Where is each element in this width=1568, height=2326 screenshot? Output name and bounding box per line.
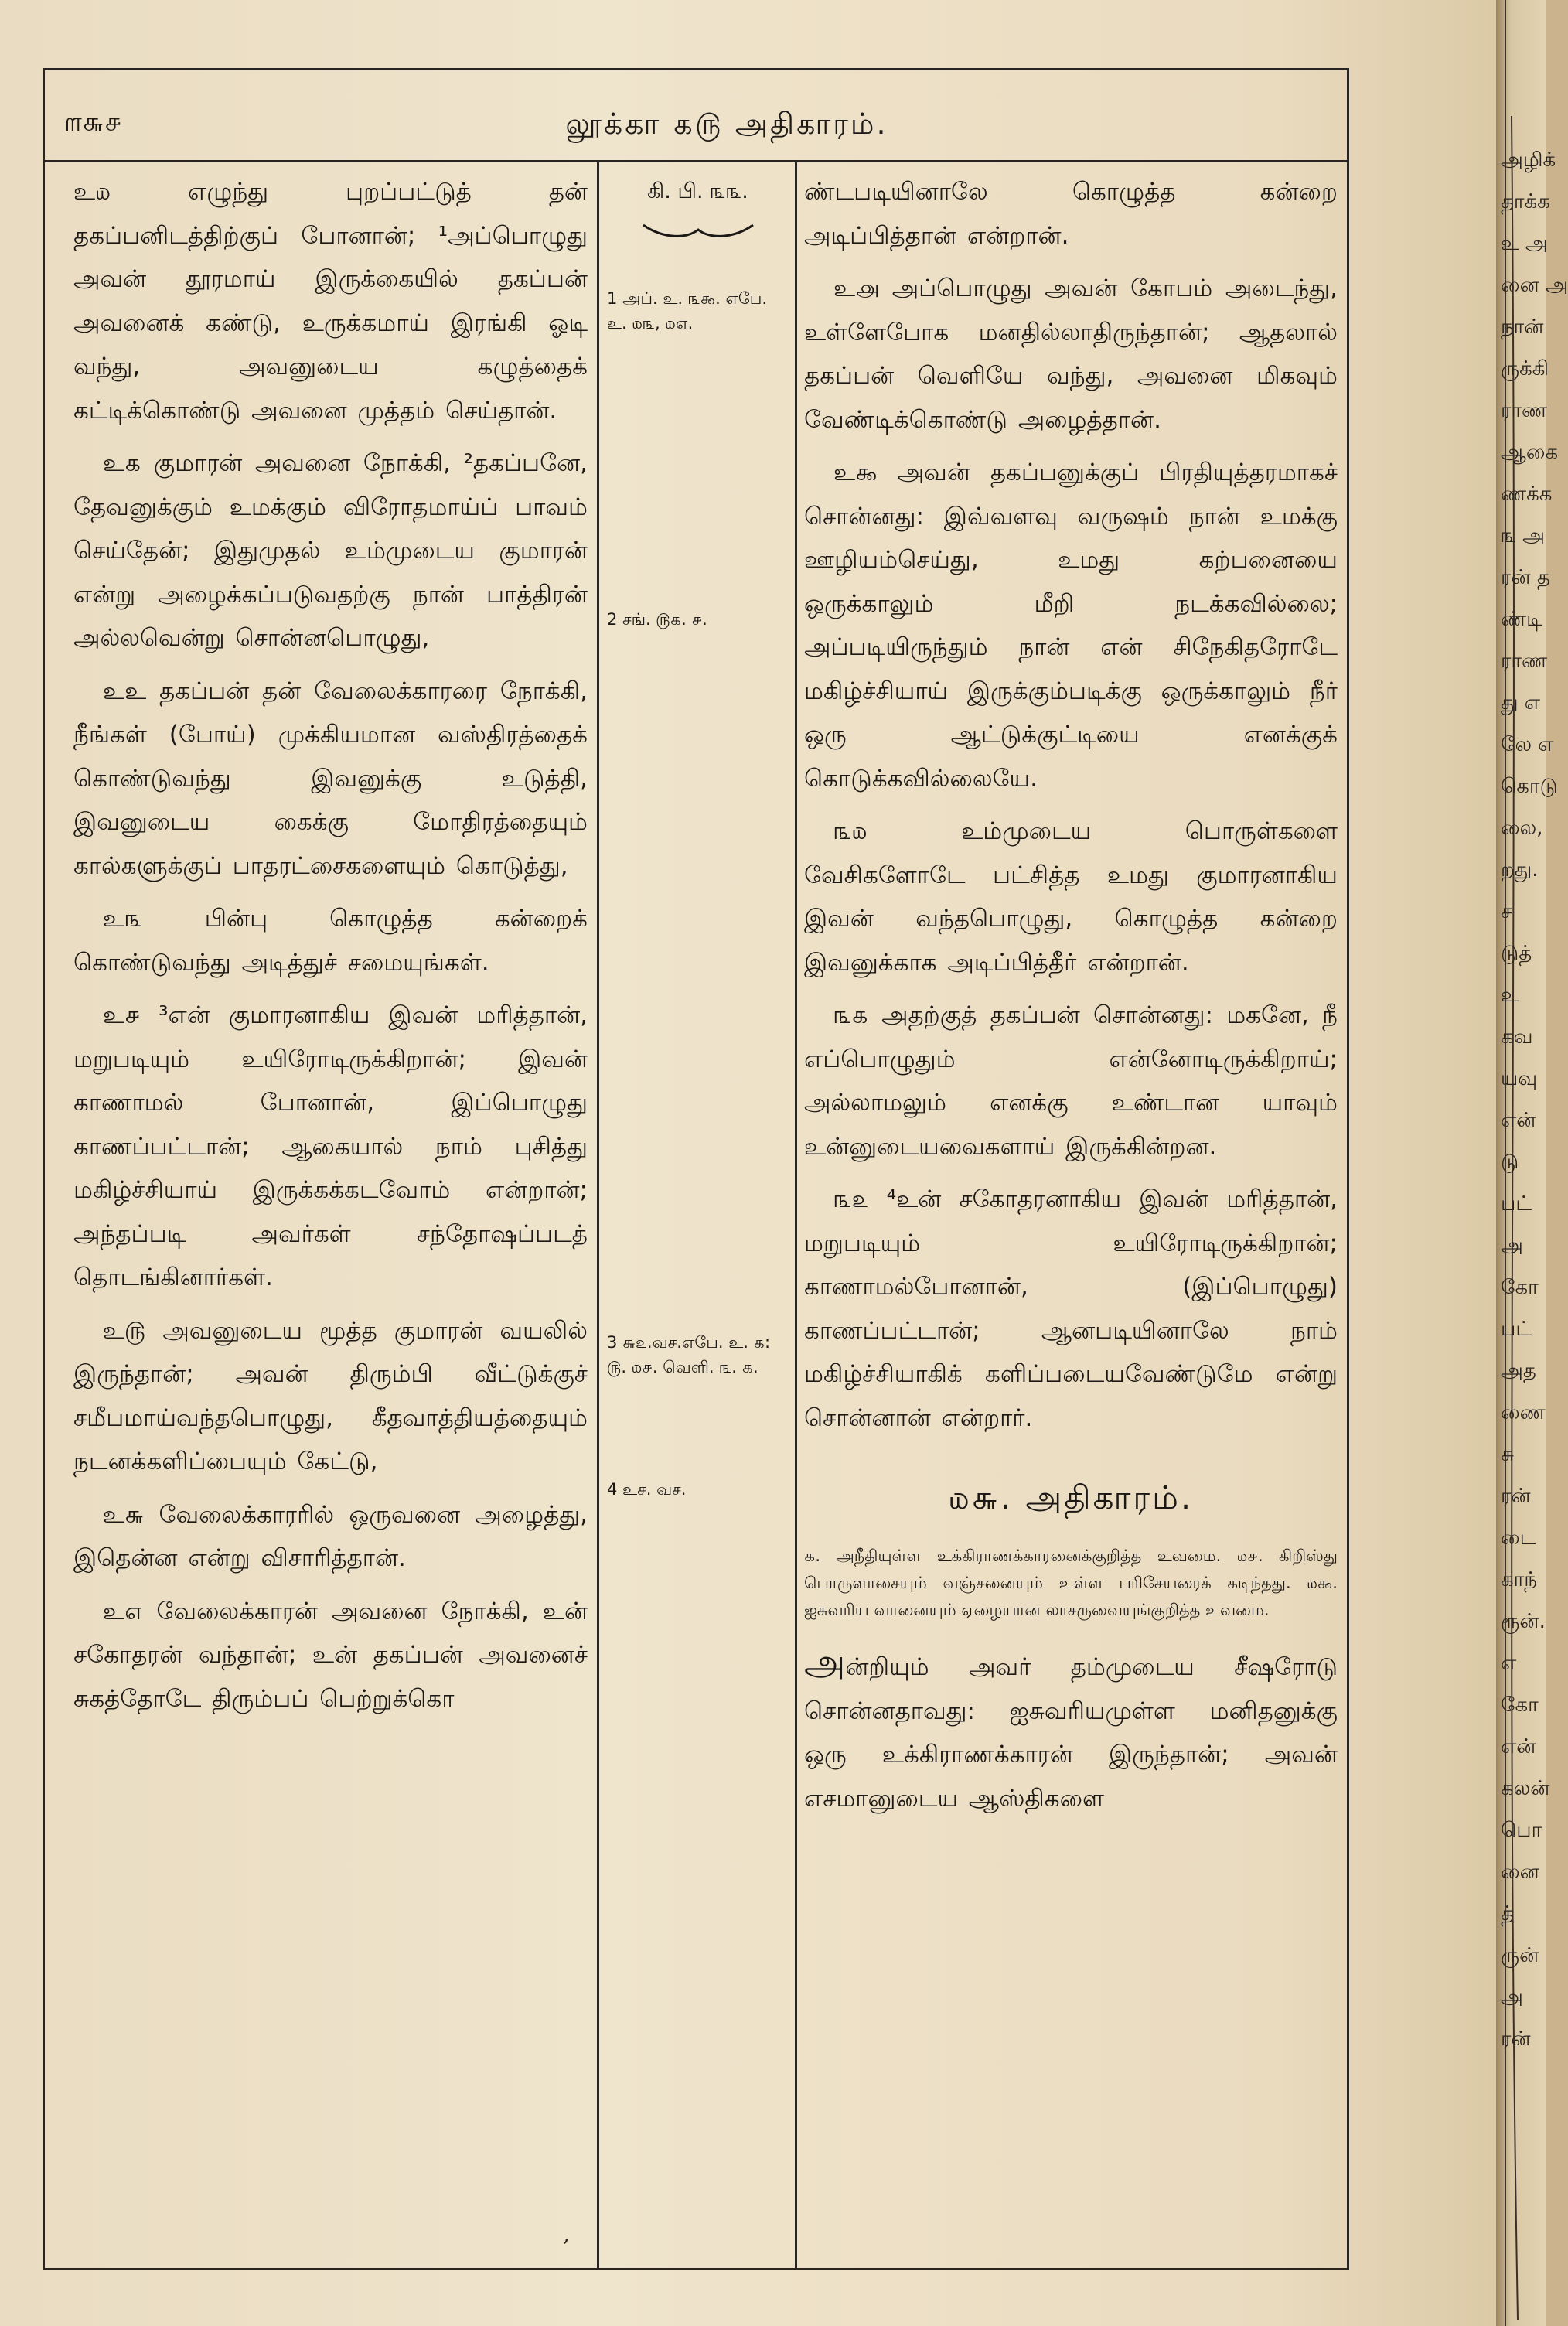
chapter-opening-paragraph: அன்றியும் அவர் தம்முடைய சீஷரோடு சொன்னதாவது: ஐசுவரியமுள்ள மனிதனுக்கு ஒரு உக்கிராணக்காரன் இருந்தான்; அவன் எசமானுடைய ஆஸ்திகளை — [804, 1641, 1338, 1813]
verse-paragraph: உ௩ பின்பு கொழுத்த கன்றைக் கொண்டுவந்து அடித்துச் சமையுங்கள். — [73, 905, 588, 977]
header-title: லூக்கா ௧௫ அதிகாரம். — [565, 107, 888, 141]
adjacent-page-text — [1501, 139, 1568, 2060]
printer-mark: ‚ — [563, 2221, 570, 2246]
adjacent-page-fragment: ரன் த — [1501, 566, 1550, 589]
verse-paragraph: உ௫ அவனுடைய மூத்த குமாரன் வயலில் இருந்தான்; அவன் திரும்பி வீட்டுக்குச் சமீபமாய்வந்தபொழுது, கீதவாத்தியத்தையும் நடனக்களிப்பையும் கேட்டு, — [73, 1316, 588, 1475]
adjacent-page-fragment: அழிக் — [1501, 148, 1556, 172]
adjacent-page-fragment: ரூன். — [1501, 1610, 1546, 1633]
verse-paragraph: உ௭ வேலைக்காரன் அவனை நோக்கி, உன் சகோதரன் வந்தான்; உன் தகப்பன் அவனைச் சுகத்தோடே திரும்பப் பெற்றுக்கொ — [73, 1597, 588, 1713]
adjacent-page-fragment: எ — [1501, 1652, 1517, 1675]
chapter-summary: ௧. அநீதியுள்ள உக்கிராணக்காரனைக்குறித்த உவமை. ௰௪. கிறிஸ்து பொருளாசையும் வஞ்சனையும் உள்ள பரிசேயரைக் கடிந்தது. ௰௯. ஐசுவரிய வானையும் ஏழையான லாசருவையுங்குறித்த உவமை. — [804, 1547, 1338, 1619]
adjacent-page-fragment: காந் — [1501, 1568, 1537, 1591]
verse-paragraph: உ௬ வேலைக்காரரில் ஒருவனை அழைத்து, இதென்ன என்று விசாரித்தான். — [73, 1500, 588, 1572]
adjacent-page-fragment: என் — [1501, 1735, 1536, 1758]
adjacent-page-fragment: தாக்க — [1501, 190, 1550, 213]
right-text-column — [804, 170, 1338, 1830]
adjacent-page-fragment: உ — [1501, 984, 1519, 1007]
page-number: ௱௬௪ — [64, 107, 123, 138]
adjacent-page-fragment: அ — [1501, 1234, 1523, 1257]
adjacent-page-fragment: என் — [1501, 1109, 1536, 1132]
adjacent-page-fragment: கோ — [1501, 1693, 1539, 1717]
adjacent-page-fragment: னை — [1501, 1860, 1539, 1884]
adjacent-page-fragment: ராண — [1501, 650, 1548, 673]
adjacent-page-fragment: றது. — [1501, 858, 1539, 882]
adjacent-page-fragment: ரன் — [1501, 2028, 1531, 2051]
adjacent-page-fragment: கொடு — [1501, 775, 1558, 798]
adjacent-page-fragment: பட் — [1501, 1192, 1532, 1216]
adjacent-page-fragment: ராண — [1501, 399, 1548, 422]
cross-reference: 2 சங். ௫௧. ௪. — [607, 610, 707, 629]
verse-paragraph: உ௪ ³என் குமாரனாகிய இவன் மரித்தான், மறுபடியும் உயிரோடிருக்கிறான்; இவன் காணாமல் போனான், இப்பொழுது காணப்பட்டான்; ஆகையால் நாம் புசித்து மகிழ்ச்சியாய் இருக்கக்கடவோம் என்றான்; அந்தப்படி அவர்கள் சந்தோஷப்படத் தொடங்கினார்கள். — [73, 1001, 588, 1291]
reference-column-heading: கி. பி. ௩௩. — [647, 179, 748, 203]
verse-paragraph: உ௰ எழுந்து புறப்பட்டுத் தன் தகப்பனிடத்திற்குப் போனான்; ¹அப்பொழுது அவன் தூரமாய் இருக்கையில் தகப்பன் அவனைக் கண்டு, உருக்கமாய் இரங்கி ஓடி வந்து, அவனுடைய கழுத்தைக் கட்டிக்கொண்டு அவனை முத்தம் செய்தான். — [73, 178, 588, 425]
cross-reference: 1 அப். உ. ௩௯. எபே. உ. ௰௩, ௰௭. — [607, 289, 768, 333]
adjacent-page-fragment: ண்டி — [1501, 608, 1542, 631]
verse-paragraph: உ௮ அப்பொழுது அவன் கோபம் அடைந்து, உள்ளேபோக மனதில்லாதிருந்தான்; ஆதலால் தகப்பன் வெளியே வந்து, அவனை மிகவும் வேண்டிக்கொண்டு அழைத்தான். — [804, 275, 1338, 434]
verse-paragraph: ௩௧ அதற்குத் தகப்பன் சொன்னது: மகனே, நீ எப்பொழுதும் என்னோடிருக்கிறாய்; அல்லாமலும் எனக்கு உண்டான யாவும் உன்னுடையவைகளாய் இருக்கின்றன. — [804, 1001, 1338, 1161]
cross-reference: 3 ௬௨.வச.எபே. உ. ௧: ௫. ௰௪. வெளி. ௩. ௧. — [607, 1333, 771, 1376]
verse-paragraph: உ௧ குமாரன் அவனை நோக்கி, ²தகப்பனே, தேவனுக்கும் உமக்கும் விரோதமாய்ப் பாவம் செய்தேன்; இதுமுதல் உம்முடைய குமாரன் என்று அழைக்கப்படுவதற்கு நான் பாத்திரன் அல்லவென்று சொன்னபொழுது, — [73, 449, 588, 652]
adjacent-page-fragment: த் — [1501, 1902, 1514, 1925]
column-divider-left — [597, 162, 599, 2270]
adjacent-page-fragment: ௩ அ — [1501, 524, 1545, 547]
adjacent-page-fragment: டை — [1501, 1526, 1536, 1550]
adjacent-page-fragment: அ — [1501, 1986, 1523, 2009]
adjacent-page-edge — [1496, 0, 1568, 2326]
chapter-heading: ௰௬. அதிகாரம். — [948, 1478, 1194, 1516]
adjacent-page-fragment: லை, — [1501, 817, 1543, 840]
adjacent-page-fragment: ஆகை — [1501, 441, 1559, 464]
verse-paragraph: உஉ தகப்பன் தன் வேலைக்காரரை நோக்கி, நீங்கள் (போய்) முக்கியமான வஸ்திரத்தைக் கொண்டுவந்து இவனுக்கு உடுத்தி, இவனுடைய கைக்கு மோதிரத்தையும் கால்களுக்குப் பாதரட்சைகளையும் கொடுத்து, — [73, 677, 588, 880]
running-header — [43, 93, 1349, 162]
adjacent-page-fragment: ச — [1501, 900, 1512, 923]
adjacent-page-fragment: சு — [1501, 1443, 1514, 1466]
adjacent-page-fragment: ணை — [1501, 1401, 1546, 1424]
adjacent-page-fragment: ருக்கி — [1501, 357, 1549, 380]
column-divider-right — [795, 162, 797, 2270]
adjacent-page-fragment: து எ — [1501, 691, 1541, 715]
adjacent-page-fragment: நான் — [1501, 315, 1544, 339]
adjacent-page-fragment: கோ — [1501, 1276, 1539, 1299]
adjacent-page-fragment: யவு — [1501, 1067, 1538, 1090]
adjacent-page-fragment: ணக்க — [1501, 483, 1553, 506]
adjacent-page-fragment: அத — [1501, 1359, 1536, 1383]
adjacent-page-fragment: ரன் — [1501, 1485, 1531, 1508]
left-text-column — [73, 170, 588, 1730]
cross-reference: 4 உச. வச. — [607, 1480, 687, 1499]
ornament-swash-icon — [640, 220, 756, 240]
adjacent-page-fragment: கவ — [1501, 1025, 1533, 1049]
adjacent-page-fragment: பொ — [1501, 1819, 1542, 1842]
adjacent-page-fragment: னை அ — [1501, 274, 1568, 297]
adjacent-page-fragment: டு — [1501, 1151, 1519, 1174]
verse-paragraph: ண்டபடியினாலே கொழுத்த கன்றை அடிப்பித்தான் என்றான். — [804, 178, 1338, 250]
adjacent-page-fragment: உ அ — [1501, 232, 1548, 255]
adjacent-page-fragment: கலன் — [1501, 1777, 1550, 1800]
verse-paragraph: உ௯ அவன் தகப்பனுக்குப் பிரதியுத்தரமாகச் சொன்னது: இவ்வளவு வருஷம் நான் உமக்கு ஊழியம்செய்து, உமது கற்பனையை ஒருக்காலும் மீறி நடக்கவில்லை; அப்படியிருந்தும் நான் என் சிநேகிதரோடே மகிழ்ச்சியாய் இருக்கும்படிக்கு ஒருக்காலும் நீர் ஒரு ஆட்டுக்குட்டியை எனக்குக் கொடுக்கவில்லையே. — [804, 459, 1338, 793]
adjacent-page-fragment: லே எ — [1501, 733, 1554, 756]
adjacent-page-fragment: ருன் — [1501, 1944, 1539, 1967]
reference-column — [607, 170, 789, 2181]
adjacent-page-fragment: பட் — [1501, 1318, 1532, 1341]
verse-paragraph: ௩௰ உம்முடைய பொருள்களை வேசிகளோடே பட்சித்த உமது குமாரனாகிய இவன் வந்தபொழுது, கொழுத்த கன்றை இவனுக்காக அடிப்பித்தீர் என்றான். — [804, 817, 1338, 977]
verse-paragraph: ௩௨ ⁴உன் சகோதரனாகிய இவன் மரித்தான், மறுபடியும் உயிரோடிருக்கிறான்; காணாமல்போனான், (இப்பொழுது) காணப்பட்டான்; ஆனபடியினாலே நாம் மகிழ்ச்சியாகிக் களிப்படையவேண்டுமே என்று சொன்னான் என்றார். — [804, 1185, 1338, 1432]
adjacent-page-fragment: டுத் — [1501, 942, 1532, 965]
